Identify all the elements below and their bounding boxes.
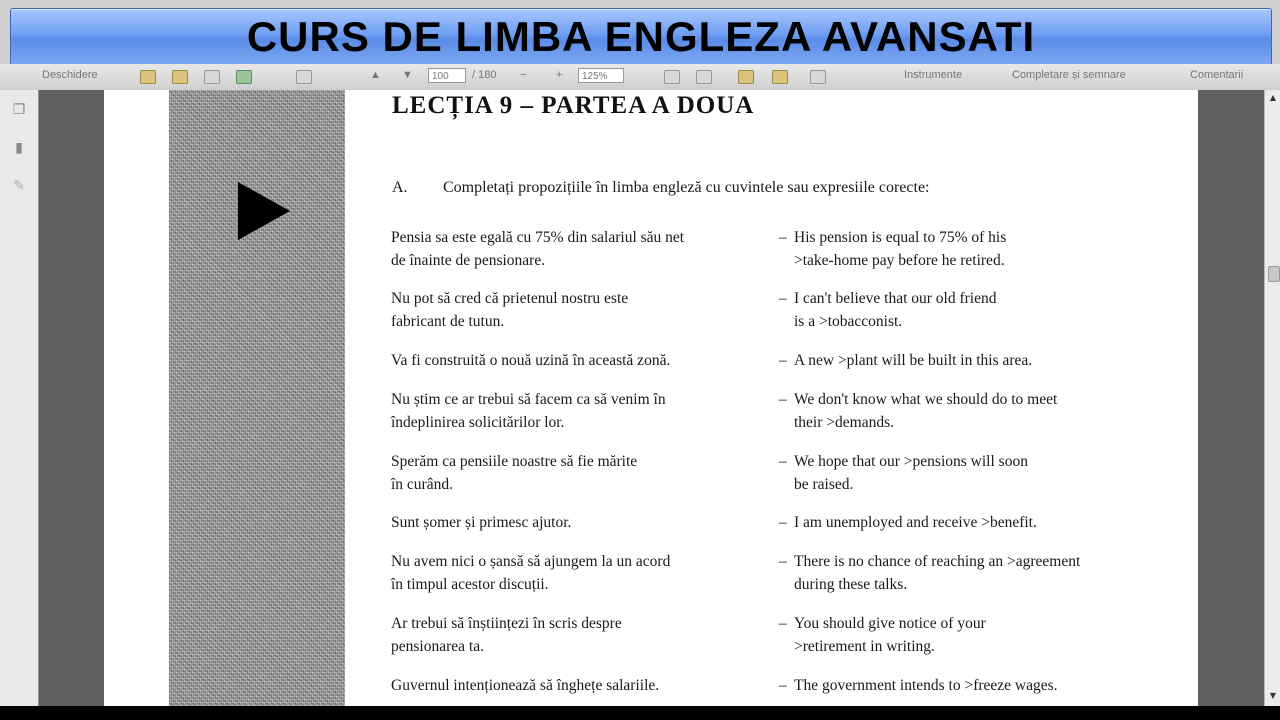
romanian-line: Sperăm ca pensiile noastre să fie mărite: [391, 453, 638, 470]
english-sentence: – I can't believe that our old friend is a >tobacconist.: [779, 290, 997, 330]
english-line: We hope that our >pensions will soon: [794, 453, 1028, 470]
romanian-line: de înainte de pensionare.: [391, 252, 546, 269]
tools-menu[interactable]: Instrumente: [904, 69, 963, 81]
english-line: >take-home pay before he retired.: [794, 252, 1005, 269]
english-line: during these talks.: [794, 576, 908, 593]
english-line: You should give notice of your: [794, 615, 986, 632]
comment-icon[interactable]: [738, 70, 754, 84]
next-page-icon[interactable]: ▼: [402, 69, 413, 81]
english-line: >retirement in writing.: [794, 638, 935, 655]
romanian-line: Va fi construită o nouă uzină în această zonă.: [391, 352, 671, 369]
english-line: be raised.: [794, 476, 854, 493]
romanian-line: Nu știm ce ar trebui să facem ca să venim în: [391, 391, 666, 408]
viewer-toolbar: [0, 64, 1280, 91]
print-icon[interactable]: [204, 70, 220, 84]
romanian-sentence: [391, 612, 761, 658]
romanian-line: Ar trebui să înștiințezi în scris despre: [391, 615, 622, 632]
comments-menu[interactable]: Comentarii: [1190, 69, 1244, 81]
english-line: There is no chance of reaching an >agreement: [794, 553, 1081, 570]
section-letter: A.: [392, 179, 408, 196]
english-sentence: – There is no chance of reaching an >agreement during these talks.: [779, 553, 1081, 593]
zoom-select[interactable]: 125%: [578, 68, 624, 83]
lesson-title: LECȚIA 9 – PARTEA A DOUA: [392, 92, 755, 119]
romanian-line: Nu pot să cred că prietenul nostru este: [391, 290, 629, 307]
english-sentence: – We hope that our >pensions will soon be raised.: [779, 453, 1028, 493]
sign-icon[interactable]: [810, 70, 826, 84]
romanian-line: fabricant de tutun.: [391, 313, 505, 330]
page-total: / 180: [472, 69, 497, 81]
romanian-sentence: [391, 287, 761, 333]
zoom-in-icon[interactable]: +: [556, 69, 563, 81]
english-line: The government intends to >freeze wages.: [794, 677, 1058, 694]
romanian-line: îndeplinirea solicitărilor lor.: [391, 414, 565, 431]
english-sentence: – The government intends to >freeze wages.: [779, 677, 1058, 694]
english-line: I can't believe that our old friend: [794, 290, 997, 307]
english-sentence: – A new >plant will be built in this area.: [779, 352, 1033, 369]
romanian-line: Nu avem nici o șansă să ajungem la un acord: [391, 553, 671, 570]
scroll-up-icon[interactable]: ▲: [1269, 93, 1277, 102]
bookmark-icon[interactable]: ▮: [15, 140, 23, 156]
romanian-line: Pensia sa este egală cu 75% din salariul său net: [391, 229, 685, 246]
highlight-icon[interactable]: [772, 70, 788, 84]
open-button[interactable]: Deschidere: [42, 69, 98, 81]
romanian-sentence: [391, 226, 761, 272]
fill-sign-menu[interactable]: Completare și semnare: [1012, 69, 1126, 81]
scroll-down-icon[interactable]: ▼: [1269, 691, 1277, 700]
romanian-sentence: [391, 550, 761, 596]
email-icon[interactable]: [236, 70, 252, 84]
bottom-black-bar: [0, 706, 1280, 720]
fit-page-icon[interactable]: [664, 70, 680, 84]
romanian-line: Sunt șomer și primesc ajutor.: [391, 514, 572, 531]
page-number-input[interactable]: 100: [428, 68, 466, 83]
banner-title: CURS DE LIMBA ENGLEZA AVANSATI: [246, 13, 1036, 60]
romanian-line: în curând.: [391, 476, 453, 493]
title-banner: [10, 8, 1272, 66]
play-icon[interactable]: [236, 180, 292, 242]
folder-icon[interactable]: [140, 70, 156, 84]
english-line: their >demands.: [794, 414, 894, 431]
romanian-sentence: [391, 349, 761, 372]
romanian-line: în timpul acestor discuții.: [391, 576, 549, 593]
english-sentence: – I am unemployed and receive >benefit.: [779, 514, 1037, 531]
page-icon[interactable]: [296, 70, 312, 84]
english-line: A new >plant will be built in this area.: [794, 352, 1033, 369]
romanian-line: Guvernul intenționează să înghețe salariile.: [391, 677, 660, 694]
english-sentence: – His pension is equal to 75% of his >take-home pay before he retired.: [779, 229, 1007, 269]
vertical-scrollbar[interactable]: [1264, 90, 1280, 706]
english-sentence: – We don't know what we should do to meet their >demands.: [779, 391, 1058, 431]
fit-width-icon[interactable]: [696, 70, 712, 84]
romanian-line: pensionarea ta.: [391, 638, 484, 655]
english-line: is a >tobacconist.: [794, 313, 903, 330]
paperclip-icon[interactable]: ✎: [13, 178, 25, 194]
english-line: His pension is equal to 75% of his: [794, 229, 1007, 246]
romanian-sentence: [391, 450, 761, 496]
navigation-sidebar: [0, 90, 39, 706]
prev-page-icon[interactable]: ▲: [370, 69, 381, 81]
scroll-thumb[interactable]: [1268, 266, 1280, 282]
romanian-sentence: [391, 388, 761, 434]
english-line: We don't know what we should do to meet: [794, 391, 1058, 408]
zoom-out-icon[interactable]: −: [520, 69, 527, 81]
save-icon[interactable]: [172, 70, 188, 84]
pages-icon[interactable]: ❐: [12, 102, 26, 118]
english-line: I am unemployed and receive >benefit.: [794, 514, 1037, 531]
romanian-sentence: [391, 511, 761, 534]
instruction-text: Completați propozițiile în limba engleză cu cuvintele sau expresiile corecte:: [443, 179, 930, 196]
romanian-sentence: [391, 674, 761, 697]
english-sentence: – You should give notice of your >retirement in writing.: [779, 615, 986, 655]
